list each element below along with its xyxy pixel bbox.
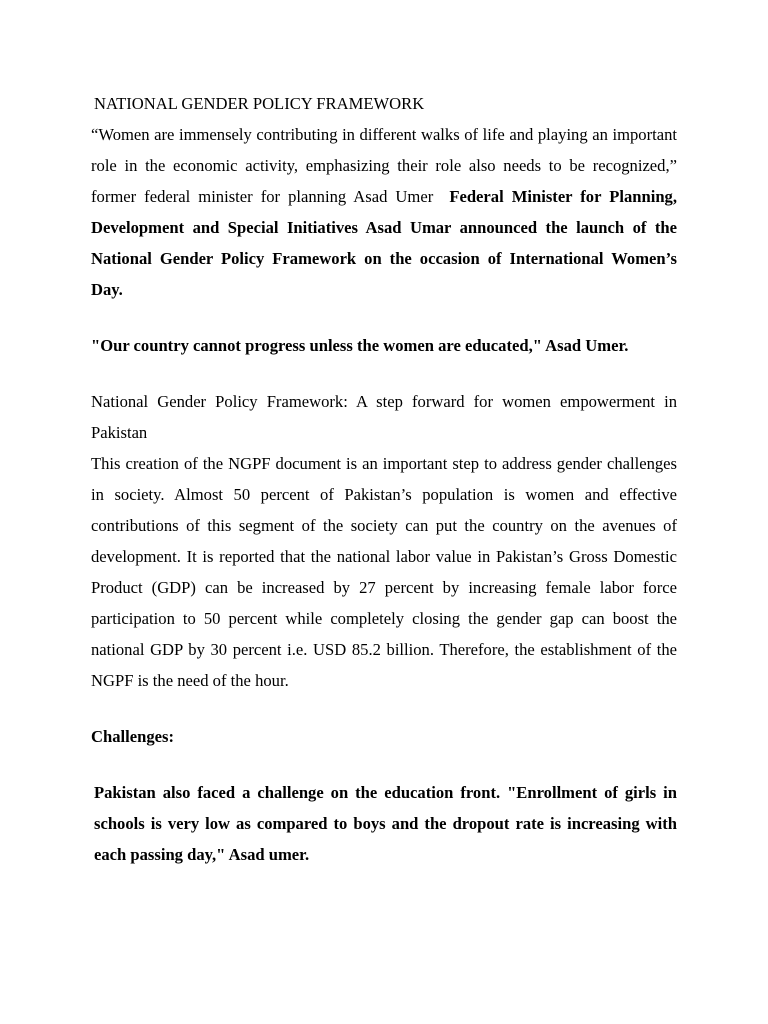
intro-quote: “Women are immensely contributing in different walks of life and playing an important role in the economic activity, emphasizing their role also needs to be recognized,” former federal minister for planning Asad Umer — [91, 125, 677, 206]
subtitle: National Gender Policy Framework: A step forward for women empowerment in Pakistan — [91, 392, 677, 442]
intro-bold-text: Federal Minister for Planning, Development and Special Initiatives Asad Umar announced the launch of the National Gender Policy Framework on the occasion of International Women’s Day. — [91, 187, 677, 299]
challenges-heading: Challenges: — [91, 727, 174, 746]
body-paragraph: This creation of the NGPF document is an important step to address gender challenges in society. Almost 50 percent of Pakistan’s population is women and effective contributions of this segment of the society can put the country on the avenues of development. It is reported that the national labor value in Pakistan’s Gross Domestic Product (GDP) can be increased by 27 percent by increasing female labor force participation to 50 percent while completely closing the gender gap can boost the national GDP by 30 percent i.e. USD 85.2 billion. Therefore, the establishment of the NGPF is the need of the hour. — [91, 454, 677, 690]
document-page — [91, 88, 677, 870]
intro-paragraph — [91, 119, 677, 305]
document-title: NATIONAL GENDER POLICY FRAMEWORK — [94, 94, 425, 113]
challenges-paragraph: Pakistan also faced a challenge on the education front. "Enrollment of girls in schools is very low as compared to boys and the dropout rate is increasing with each passing day," Asad umer. — [94, 783, 677, 864]
quote-progress: "Our country cannot progress unless the women are educated," Asad Umer. — [91, 336, 629, 355]
